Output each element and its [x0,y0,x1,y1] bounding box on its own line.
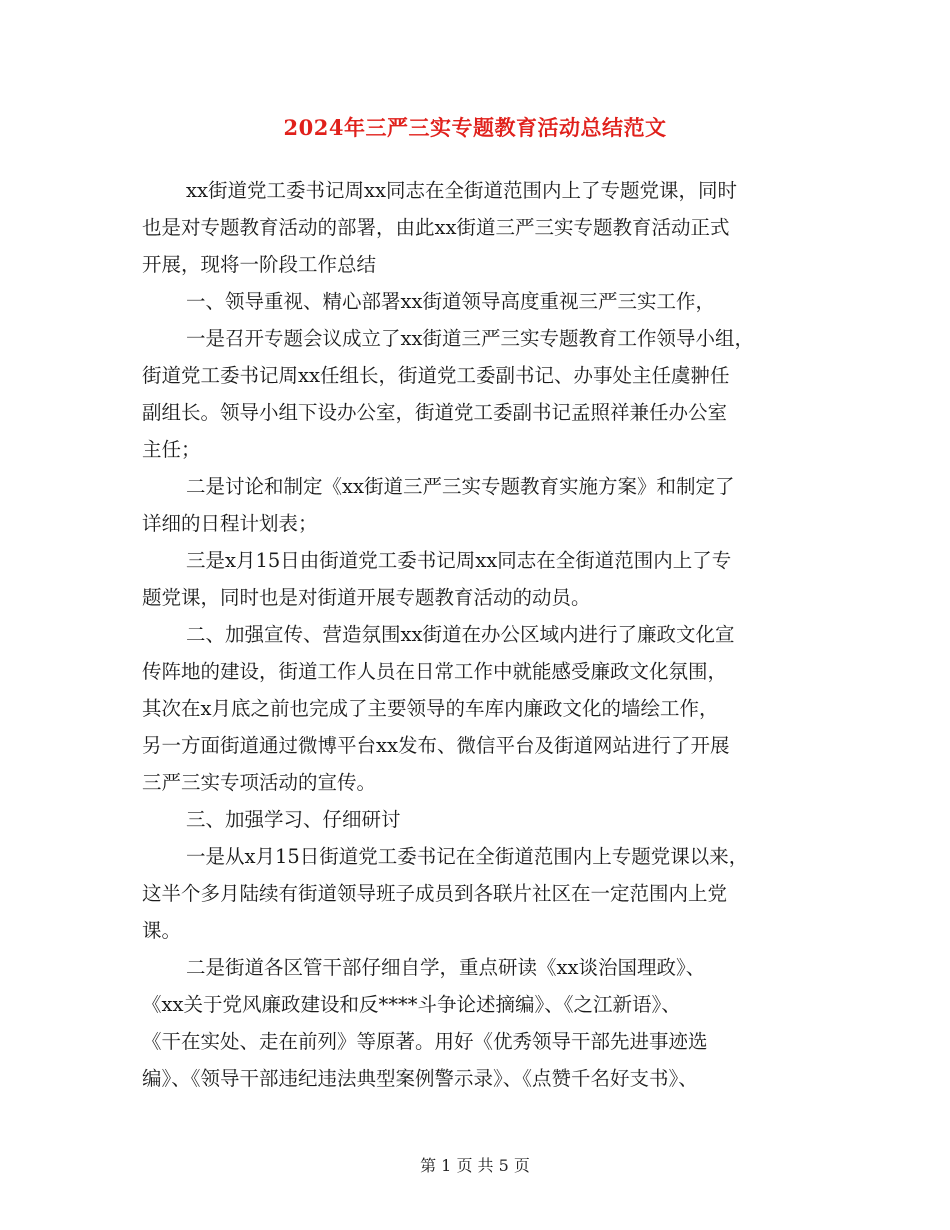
text-line: 这半个多月陆续有街道领导班子成员到各联片社区在一定范围内上党 [142,882,728,905]
text-line: 二是讨论和制定《xx街道三严三实专题教育实施方案》和制定了 [186,475,735,498]
text-line: 三、加强学习、仔细研讨 [186,808,401,831]
text-line: 课。 [142,919,182,942]
text-line: 一是召开专题会议成立了xx街道三严三实专题教育工作领导小组， [186,327,754,350]
text-line: 一是从x月15日街道党工委书记在全街道范围内上专题党课以来， [186,845,749,868]
text-line: 题党课，同时也是对街道开展专题教育活动的动员。 [142,586,591,609]
page-number-footer: 第 1 页 共 5 页 [420,1156,530,1175]
text-line: 二是街道各区管干部仔细自学，重点研读《xx谈治国理政》、 [186,956,706,979]
text-line: 三严三实专项活动的宣传。 [142,771,377,794]
text-line: 编》、《领导干部违纪违法典型案例警示录》、《点赞千名好支书》、 [142,1067,698,1090]
text-line: 一、领导重视、精心部署xx街道领导高度重视三严三实工作， [186,290,715,313]
text-line: 其次在x月底之前也完成了主要领导的车库内廉政文化的墙绘工作， [142,697,719,720]
text-line: 主任； [142,438,201,461]
text-line: 也是对专题教育活动的部署，由此xx街道三严三实专题教育活动正式 [142,216,730,239]
text-line: 开展，现将一阶段工作总结 [142,253,377,276]
document-body [142,172,818,1097]
text-line: 《干在实处、走在前列》等原著。用好《优秀领导干部先进事迹选 [142,1030,708,1053]
text-line: 另一方面街道通过微博平台xx发布、微信平台及街道网站进行了开展 [142,734,730,757]
text-line: 三是x月15日由街道党工委书记周xx同志在全街道范围内上了专 [186,549,732,572]
document-title: 2024年三严三实专题教育活动总结范文 [283,115,667,140]
text-line: 街道党工委书记周xx任组长，街道党工委副书记、办事处主任虞翀任 [142,364,730,387]
text-line: xx街道党工委书记周xx同志在全街道范围内上了专题党课，同时 [186,179,737,202]
text-line: 传阵地的建设，街道工作人员在日常工作中就能感受廉政文化氛围， [142,660,728,683]
text-line: 副组长。领导小组下设办公室，街道党工委副书记孟照祥兼任办公室 [142,401,728,424]
text-line: 详细的日程计划表； [142,512,318,535]
text-line: 《xx关于党风廉政建设和反****斗争论述摘编》、《之江新语》、 [142,993,681,1016]
text-line: 二、加强宣传、营造氛围xx街道在办公区域内进行了廉政文化宣 [186,623,735,646]
